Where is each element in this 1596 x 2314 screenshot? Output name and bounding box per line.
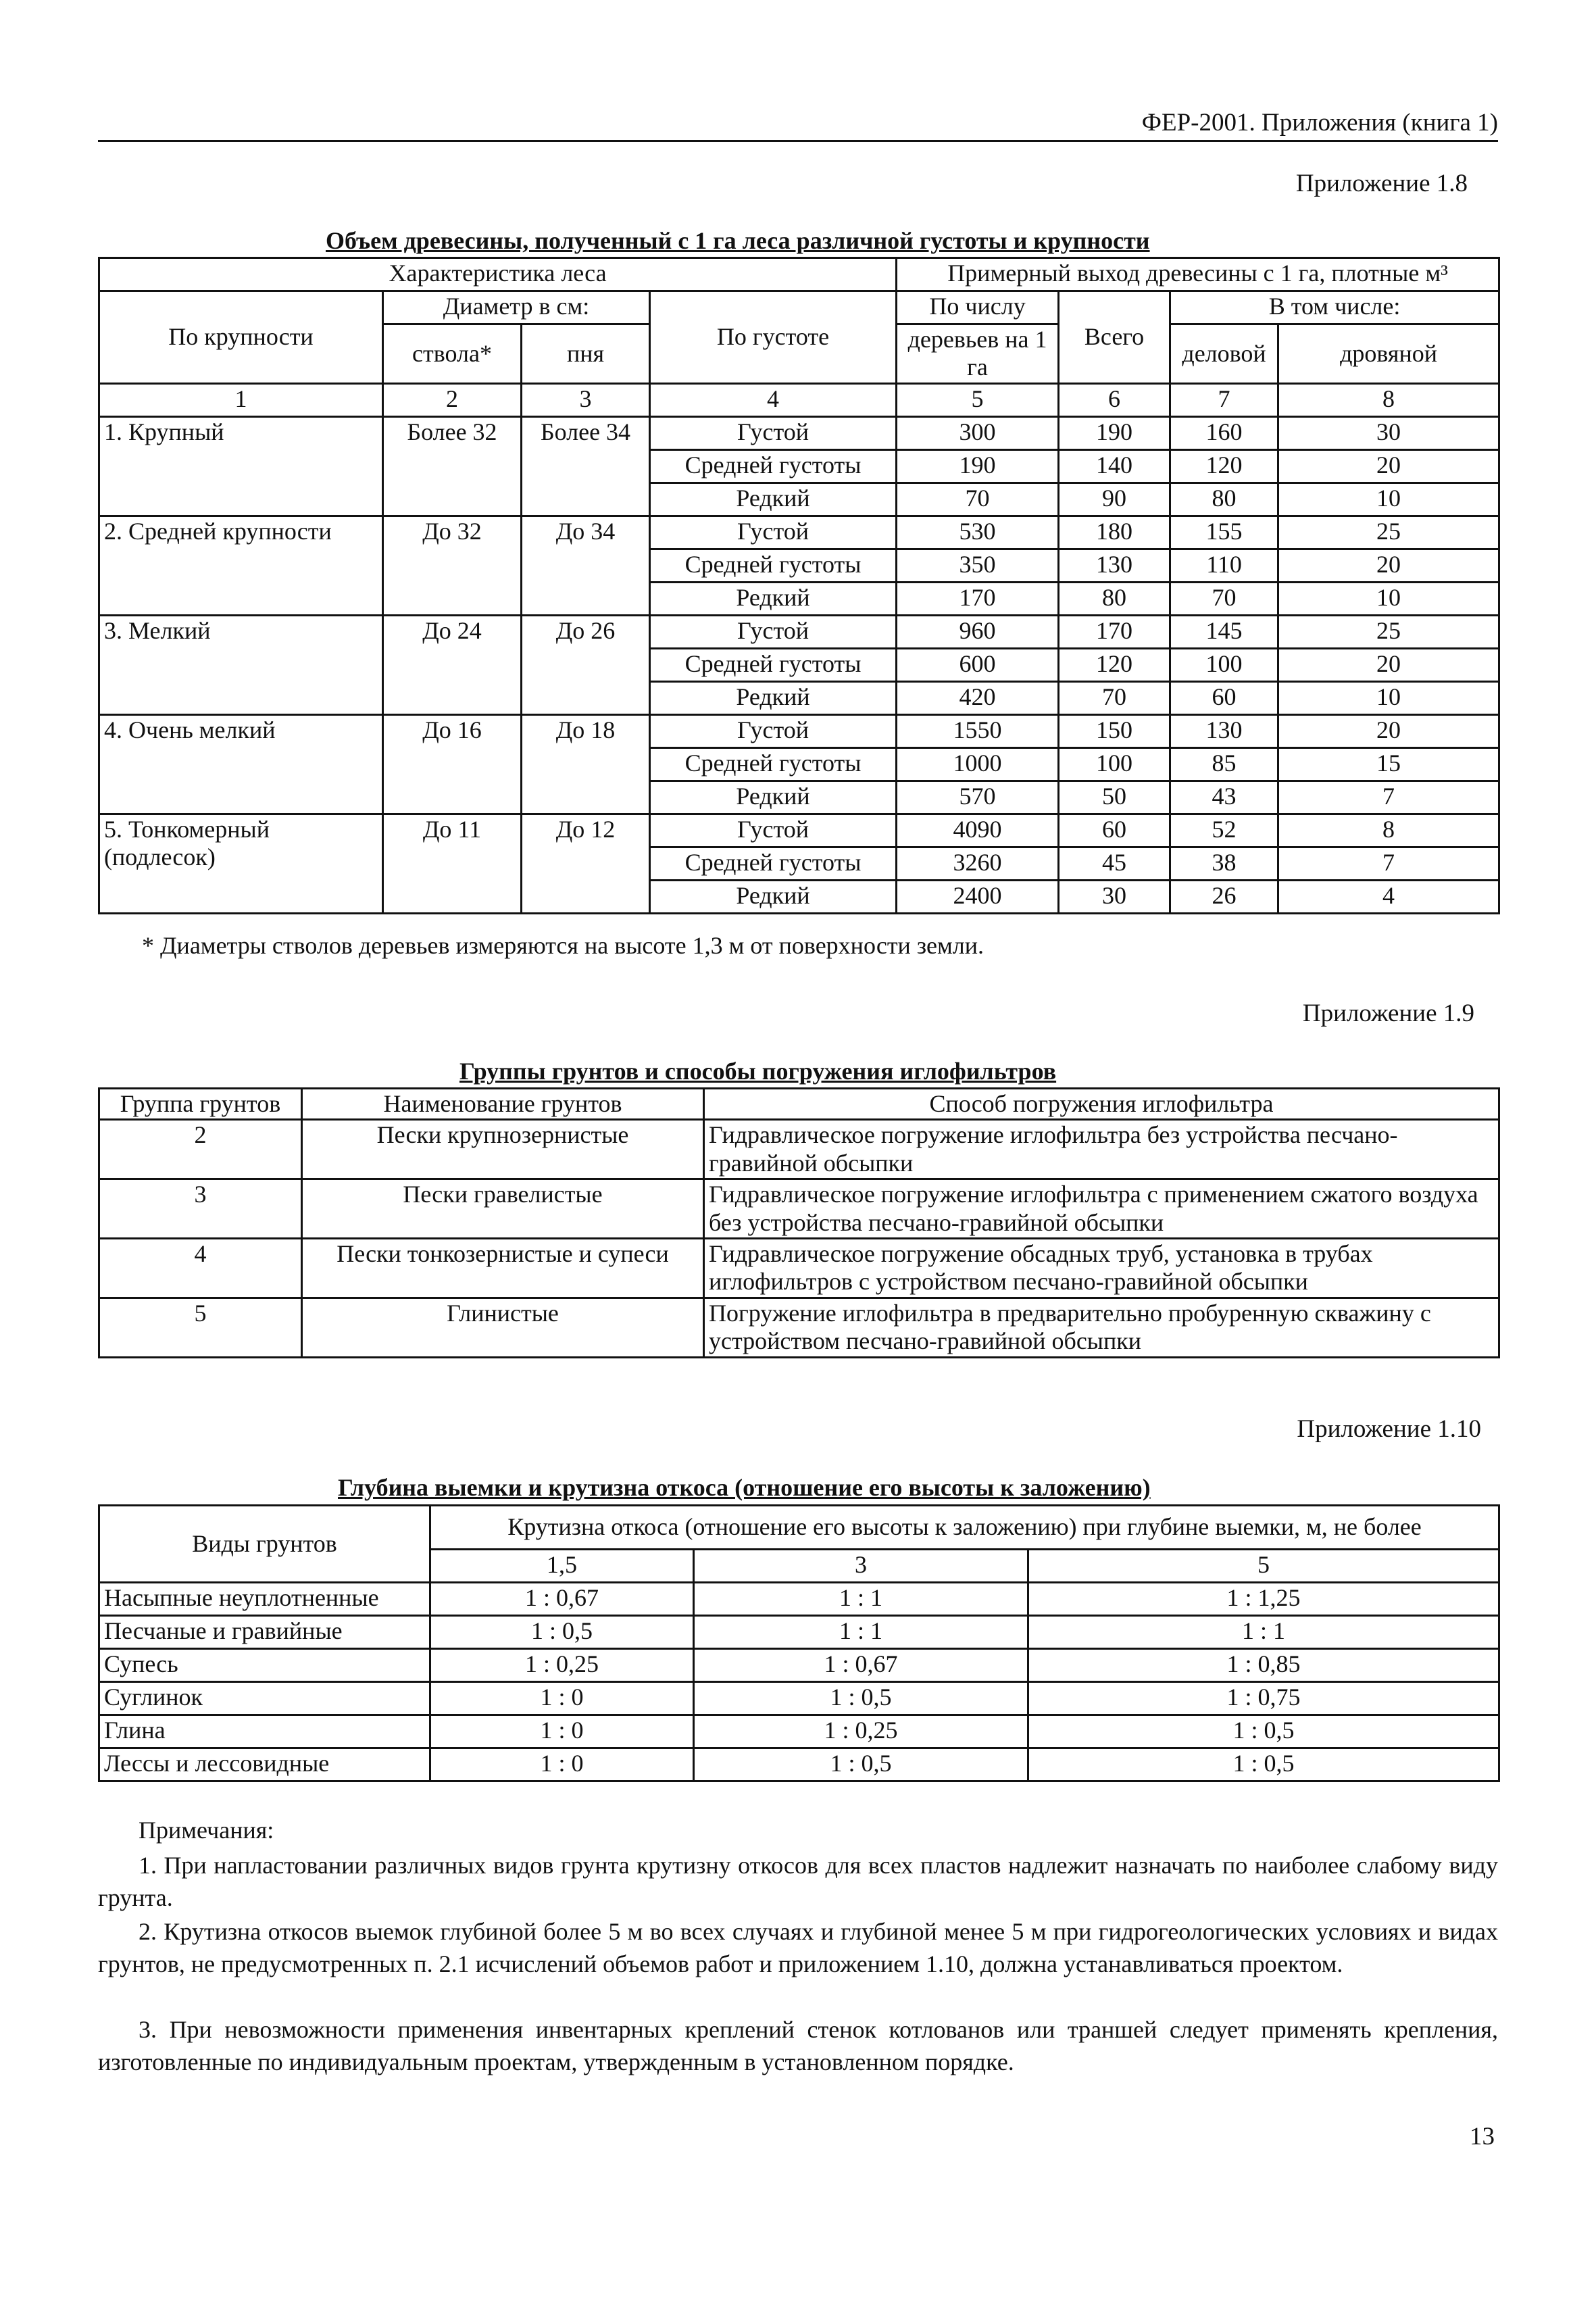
density: Средней густоты bbox=[650, 449, 897, 483]
firewood-volume: 20 bbox=[1278, 648, 1499, 681]
slope-header: Крутизна откоса (отношение его высоты к заложению) при глубине выемки, м, не более bbox=[430, 1506, 1499, 1550]
density: Средней густоты bbox=[650, 648, 897, 681]
trees-count: 190 bbox=[897, 449, 1059, 483]
density: Редкий bbox=[650, 880, 897, 913]
stump-diameter: До 34 bbox=[522, 516, 650, 615]
trunk-diameter: Более 32 bbox=[383, 416, 522, 516]
firewood-volume: 15 bbox=[1278, 747, 1499, 781]
firewood-volume: 20 bbox=[1278, 449, 1499, 483]
depth-header: 3 bbox=[694, 1550, 1028, 1583]
table-row bbox=[99, 1583, 1499, 1616]
total-volume: 70 bbox=[1059, 681, 1170, 714]
business-volume: 120 bbox=[1170, 449, 1278, 483]
slope-value: 1 : 0,5 bbox=[1028, 1715, 1499, 1748]
diameter-header: Диаметр в см: bbox=[383, 291, 650, 324]
slope-value: 1 : 0 bbox=[430, 1682, 694, 1715]
note-item: 3. При невозможности применения инвентарных креплений стенок котлованов или траншей следует применять крепления, изготовленные по индивидуальным проектам, утвержденным в установленном порядке. bbox=[98, 2016, 1498, 2075]
trunk-header: ствола* bbox=[383, 324, 522, 384]
column-number: 2 bbox=[383, 383, 522, 416]
soil-type: Суглинок bbox=[99, 1682, 430, 1715]
total-volume: 140 bbox=[1059, 449, 1170, 483]
business-volume: 100 bbox=[1170, 648, 1278, 681]
total-volume: 170 bbox=[1059, 615, 1170, 648]
column-number: 4 bbox=[650, 383, 897, 416]
forest-characteristics-header: Характеристика леса bbox=[99, 258, 897, 291]
soil-name: Пески тонкозернистые и супеси bbox=[302, 1238, 704, 1298]
density: Редкий bbox=[650, 781, 897, 814]
slope-value: 1 : 0,67 bbox=[694, 1649, 1028, 1682]
soil-type: Насыпные неуплотненные bbox=[99, 1583, 430, 1616]
total-volume: 130 bbox=[1059, 549, 1170, 582]
density: Густой bbox=[650, 416, 897, 449]
firewood-volume: 20 bbox=[1278, 714, 1499, 747]
trees-count: 1550 bbox=[897, 714, 1059, 747]
density-header: По густоте bbox=[650, 291, 897, 384]
firewood-volume: 30 bbox=[1278, 416, 1499, 449]
business-volume: 70 bbox=[1170, 582, 1278, 615]
method: Гидравлическое погружение иглофильтра без устройства песчано-гравийной обсыпки bbox=[704, 1120, 1499, 1179]
notes-title: Примечания: bbox=[139, 1817, 274, 1844]
method: Гидравлическое погружение иглофильтра с применением сжатого воздуха без устройства песчано-гравийной обсыпки bbox=[704, 1179, 1499, 1239]
wood-volume-table bbox=[98, 257, 1500, 914]
business-volume: 110 bbox=[1170, 549, 1278, 582]
running-header: ФЕР-2001. Приложения (книга 1) bbox=[1141, 109, 1498, 137]
appendix-1-10-label: Приложение 1.10 bbox=[1297, 1415, 1481, 1443]
density: Густой bbox=[650, 714, 897, 747]
appendix-1-10-caption: Глубина выемки и крутизна откоса (отношение его высоты к заложению) bbox=[338, 1474, 1151, 1501]
firewood-volume: 10 bbox=[1278, 483, 1499, 516]
size-class: 1. Крупный bbox=[99, 416, 383, 516]
business-volume: 26 bbox=[1170, 880, 1278, 913]
density: Густой bbox=[650, 615, 897, 648]
table-row bbox=[99, 1649, 1499, 1682]
trunk-diameter: До 16 bbox=[383, 714, 522, 814]
trees-count: 4090 bbox=[897, 814, 1059, 847]
table-row bbox=[99, 416, 1499, 449]
firewood-volume: 4 bbox=[1278, 880, 1499, 913]
soil-type: Лессы и лессовидные bbox=[99, 1748, 430, 1781]
trees-count: 2400 bbox=[897, 880, 1059, 913]
business-volume: 155 bbox=[1170, 516, 1278, 549]
trunk-diameter: До 24 bbox=[383, 615, 522, 714]
appendix-1-9-caption: Группы грунтов и способы погружения иглофильтров bbox=[459, 1058, 1057, 1085]
slope-value: 1 : 0,85 bbox=[1028, 1649, 1499, 1682]
soil-type: Глина bbox=[99, 1715, 430, 1748]
slope-value: 1 : 0 bbox=[430, 1715, 694, 1748]
note-item: 2. Крутизна откосов выемок глубиной более 5 м во всех случаях и глубиной менее 5 м при гидрогеологических условиях и видах грунтов, не предусмотренных п. 2.1 исчислений объемов работ и приложением 1.10, должна устанавливаться проектом. bbox=[98, 1918, 1498, 1977]
business-volume: 85 bbox=[1170, 747, 1278, 781]
slope-value: 1 : 1 bbox=[694, 1583, 1028, 1616]
stump-header: пня bbox=[522, 324, 650, 384]
business-volume: 52 bbox=[1170, 814, 1278, 847]
table-row bbox=[99, 1682, 1499, 1715]
slope-value: 1 : 0,5 bbox=[694, 1682, 1028, 1715]
appendix-1-8-caption: Объем древесины, полученный с 1 га леса различной густоты и крупности bbox=[326, 227, 1150, 254]
column-number: 7 bbox=[1170, 383, 1278, 416]
page-number: 13 bbox=[1470, 2123, 1495, 2150]
slope-value: 1 : 0,67 bbox=[430, 1583, 694, 1616]
total-header: Всего bbox=[1059, 291, 1170, 384]
soil-group: 2 bbox=[99, 1120, 302, 1179]
firewood-volume: 10 bbox=[1278, 681, 1499, 714]
trunk-diameter: До 11 bbox=[383, 814, 522, 913]
business-volume: 130 bbox=[1170, 714, 1278, 747]
total-volume: 45 bbox=[1059, 847, 1170, 880]
table-row bbox=[99, 1715, 1499, 1748]
including-header: В том числе: bbox=[1170, 291, 1499, 324]
slope-value: 1 : 0,5 bbox=[1028, 1748, 1499, 1781]
firewood-volume: 25 bbox=[1278, 615, 1499, 648]
total-volume: 120 bbox=[1059, 648, 1170, 681]
soil-group: 3 bbox=[99, 1179, 302, 1239]
business-volume: 60 bbox=[1170, 681, 1278, 714]
business-volume: 38 bbox=[1170, 847, 1278, 880]
firewood-volume: 25 bbox=[1278, 516, 1499, 549]
density: Редкий bbox=[650, 582, 897, 615]
soil-name: Глинистые bbox=[302, 1298, 704, 1357]
soil-type-header: Виды грунтов bbox=[99, 1506, 430, 1583]
slope-value: 1 : 1,25 bbox=[1028, 1583, 1499, 1616]
slope-value: 1 : 0 bbox=[430, 1748, 694, 1781]
table-row bbox=[99, 1238, 1499, 1298]
trees-per-ha-header: деревьев на 1 га bbox=[897, 324, 1059, 384]
soil-type: Песчаные и гравийные bbox=[99, 1616, 430, 1649]
depth-header: 1,5 bbox=[430, 1550, 694, 1583]
appendix-1-8-label: Приложение 1.8 bbox=[1295, 170, 1468, 197]
method: Погружение иглофильтра в предварительно пробуренную скважину с устройством песчано-гравийной обсыпки bbox=[704, 1298, 1499, 1357]
soil-group: 4 bbox=[99, 1238, 302, 1298]
density: Средней густоты bbox=[650, 847, 897, 880]
soil-name: Пески крупнозернистые bbox=[302, 1120, 704, 1179]
trees-count: 70 bbox=[897, 483, 1059, 516]
stump-diameter: До 26 bbox=[522, 615, 650, 714]
slope-value: 1 : 0,5 bbox=[430, 1616, 694, 1649]
business-volume: 80 bbox=[1170, 483, 1278, 516]
method: Гидравлическое погружение обсадных труб, установка в трубах иглофильтров с устройством песчано-гравийной обсыпки bbox=[704, 1238, 1499, 1298]
slope-value: 1 : 0,75 bbox=[1028, 1682, 1499, 1715]
size-class: 3. Мелкий bbox=[99, 615, 383, 714]
soil-groups-table bbox=[98, 1087, 1500, 1358]
stump-diameter: Более 34 bbox=[522, 416, 650, 516]
density: Густой bbox=[650, 516, 897, 549]
trees-count: 300 bbox=[897, 416, 1059, 449]
trees-count: 530 bbox=[897, 516, 1059, 549]
trees-count: 570 bbox=[897, 781, 1059, 814]
total-volume: 90 bbox=[1059, 483, 1170, 516]
total-volume: 100 bbox=[1059, 747, 1170, 781]
slope-value: 1 : 0,25 bbox=[430, 1649, 694, 1682]
density: Редкий bbox=[650, 483, 897, 516]
stump-diameter: До 18 bbox=[522, 714, 650, 814]
table-footnote: * Диаметры стволов деревьев измеряются на высоте 1,3 м от поверхности земли. bbox=[142, 932, 984, 959]
soil-group-header: Группа грунтов bbox=[99, 1089, 302, 1120]
business-volume: 145 bbox=[1170, 615, 1278, 648]
table-row bbox=[99, 1120, 1499, 1179]
column-number: 3 bbox=[522, 383, 650, 416]
table-row bbox=[99, 516, 1499, 549]
trees-count: 960 bbox=[897, 615, 1059, 648]
table-row bbox=[99, 615, 1499, 648]
firewood-volume: 20 bbox=[1278, 549, 1499, 582]
column-number: 8 bbox=[1278, 383, 1499, 416]
firewood-volume: 7 bbox=[1278, 781, 1499, 814]
total-volume: 150 bbox=[1059, 714, 1170, 747]
table-row bbox=[99, 1298, 1499, 1357]
trees-count: 3260 bbox=[897, 847, 1059, 880]
size-class: 4. Очень мелкий bbox=[99, 714, 383, 814]
depth-header: 5 bbox=[1028, 1550, 1499, 1583]
slope-value: 1 : 0,25 bbox=[694, 1715, 1028, 1748]
header-rule bbox=[98, 140, 1498, 142]
firewood-volume: 8 bbox=[1278, 814, 1499, 847]
soil-name: Пески гравелистые bbox=[302, 1179, 704, 1239]
total-volume: 60 bbox=[1059, 814, 1170, 847]
soil-type: Супесь bbox=[99, 1649, 430, 1682]
slope-steepness-table bbox=[98, 1504, 1500, 1782]
business-volume: 160 bbox=[1170, 416, 1278, 449]
slope-value: 1 : 0,5 bbox=[694, 1748, 1028, 1781]
table-row bbox=[99, 1748, 1499, 1781]
size-class: 2. Средней крупности bbox=[99, 516, 383, 615]
trunk-diameter: До 32 bbox=[383, 516, 522, 615]
table-row bbox=[99, 814, 1499, 847]
size-class: 5. Тонкомерный (подлесок) bbox=[99, 814, 383, 913]
soil-name-header: Наименование грунтов bbox=[302, 1089, 704, 1120]
trees-count: 600 bbox=[897, 648, 1059, 681]
column-number: 1 bbox=[99, 383, 383, 416]
table-row bbox=[99, 714, 1499, 747]
density: Редкий bbox=[650, 681, 897, 714]
density: Густой bbox=[650, 814, 897, 847]
trees-count: 170 bbox=[897, 582, 1059, 615]
slope-value: 1 : 1 bbox=[694, 1616, 1028, 1649]
wood-yield-header: Примерный выход древесины с 1 га, плотные м³ bbox=[897, 258, 1499, 291]
table-row bbox=[99, 1179, 1499, 1239]
total-volume: 80 bbox=[1059, 582, 1170, 615]
column-number: 6 bbox=[1059, 383, 1170, 416]
total-volume: 180 bbox=[1059, 516, 1170, 549]
density: Средней густоты bbox=[650, 747, 897, 781]
firewood-volume: 10 bbox=[1278, 582, 1499, 615]
total-volume: 190 bbox=[1059, 416, 1170, 449]
stump-diameter: До 12 bbox=[522, 814, 650, 913]
total-volume: 50 bbox=[1059, 781, 1170, 814]
column-number: 5 bbox=[897, 383, 1059, 416]
appendix-1-9-label: Приложение 1.9 bbox=[1302, 1000, 1474, 1027]
column-numbers-row bbox=[99, 383, 1499, 416]
trees-count: 1000 bbox=[897, 747, 1059, 781]
method-header: Способ погружения иглофильтра bbox=[704, 1089, 1499, 1120]
soil-group: 5 bbox=[99, 1298, 302, 1357]
size-header: По крупности bbox=[99, 291, 383, 384]
note-item: 1. При напластовании различных видов грунта крутизну откосов для всех пластов надлежит назначать по наиболее слабому виду грунта. bbox=[98, 1852, 1498, 1911]
trees-count: 350 bbox=[897, 549, 1059, 582]
trees-count: 420 bbox=[897, 681, 1059, 714]
firewood-header: дровяной bbox=[1278, 324, 1499, 384]
by-count-header: По числу bbox=[897, 291, 1059, 324]
firewood-volume: 7 bbox=[1278, 847, 1499, 880]
density: Средней густоты bbox=[650, 549, 897, 582]
table-row bbox=[99, 1616, 1499, 1649]
slope-value: 1 : 1 bbox=[1028, 1616, 1499, 1649]
business-volume: 43 bbox=[1170, 781, 1278, 814]
total-volume: 30 bbox=[1059, 880, 1170, 913]
business-wood-header: деловой bbox=[1170, 324, 1278, 384]
